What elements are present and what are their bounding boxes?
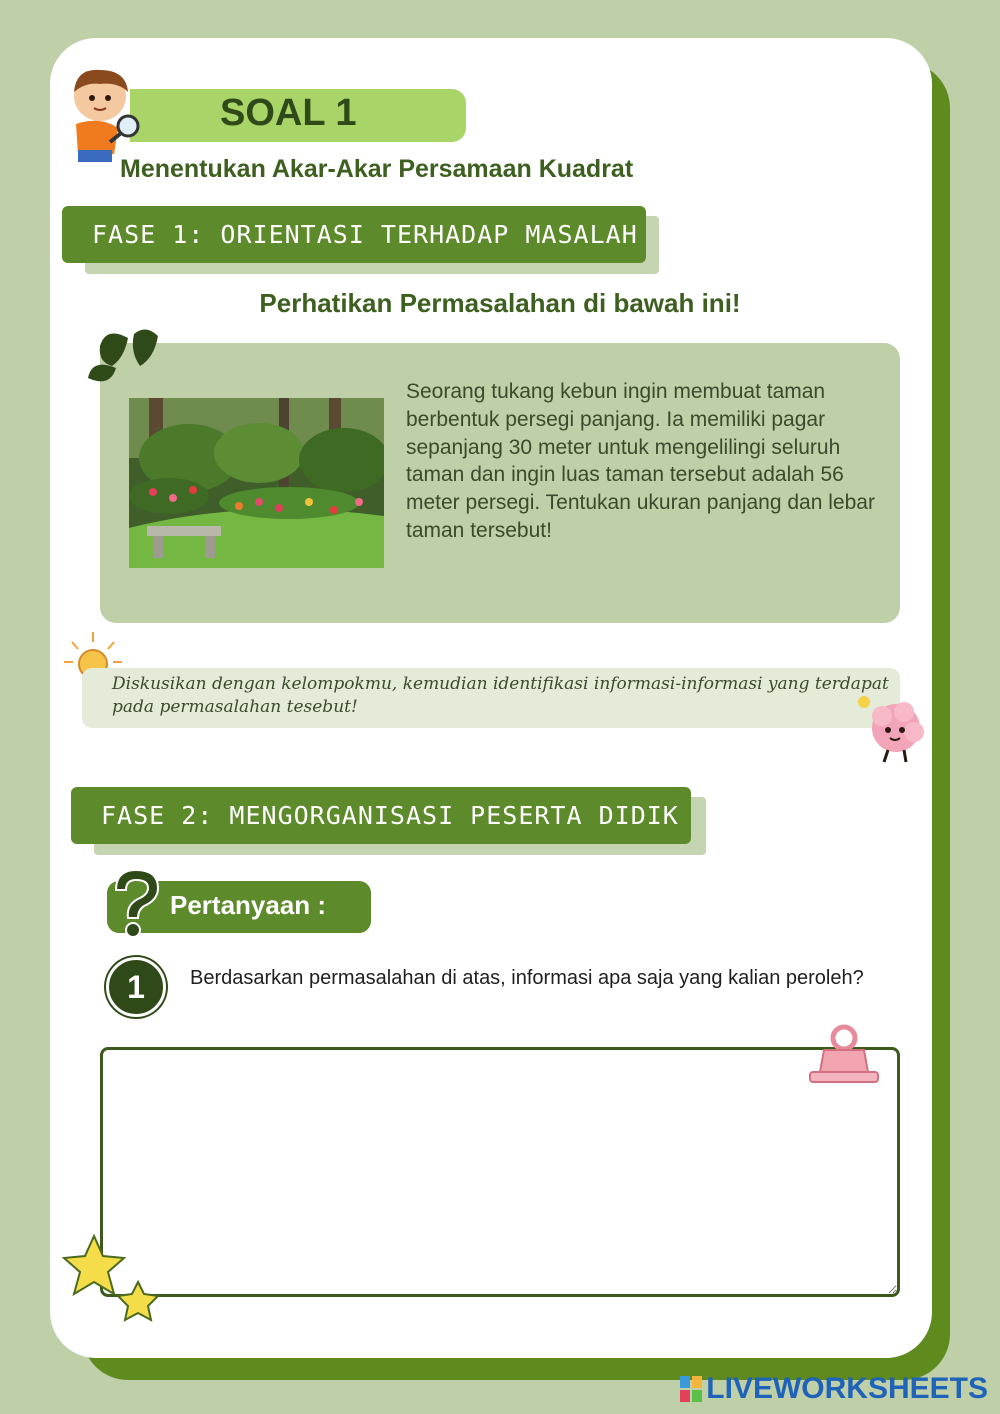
liveworksheets-logo-icon bbox=[680, 1376, 702, 1402]
boy-with-magnifier-icon bbox=[56, 62, 148, 168]
brand-text: LIVEWORKSHEETS bbox=[706, 1372, 988, 1405]
phase2-banner: FASE 2: MENGORGANISASI PESERTA DIDIK bbox=[71, 787, 691, 844]
story-text: Seorang tukang kebun ingin membuat taman berbentuk persegi panjang. Ia memiliki pagar sepanjang 30 meter untuk mengelilingi seluruh taman dan ingin luas taman tersebut adalah 56 meter persegi. Tentukan ukuran panjang dan lebar taman tersebut! bbox=[406, 380, 875, 542]
answer-input[interactable] bbox=[100, 1047, 900, 1297]
questions-label: Pertanyaan : bbox=[170, 890, 327, 920]
page-subtitle: Menentukan Akar-Akar Persamaan Kuadrat bbox=[120, 155, 634, 183]
brain-mascot-icon bbox=[856, 692, 930, 768]
page-title: SOAL 1 bbox=[220, 92, 357, 134]
garden-photo bbox=[129, 398, 384, 568]
discussion-text: Diskusikan dengan kelompokmu, kemudian identifikasi informasi-informasi yang terdapat pada permasalahan tesebut! bbox=[112, 674, 889, 717]
stars-decoration-icon bbox=[60, 1232, 164, 1328]
question-number-badge: 1 bbox=[106, 957, 166, 1017]
problem-prompt: Perhatikan Permasalahan di bawah ini! bbox=[259, 288, 741, 318]
phase1-banner: FASE 1: ORIENTASI TERHADAP MASALAH bbox=[62, 206, 646, 263]
question-mark-icon bbox=[108, 866, 164, 940]
binder-clip-icon bbox=[806, 1024, 882, 1086]
question-text: Berdasarkan permasalahan di atas, informasi apa saja yang kalian peroleh? bbox=[190, 967, 864, 989]
brand-logo bbox=[680, 1372, 988, 1406]
leaf-accent-icon bbox=[82, 324, 164, 394]
